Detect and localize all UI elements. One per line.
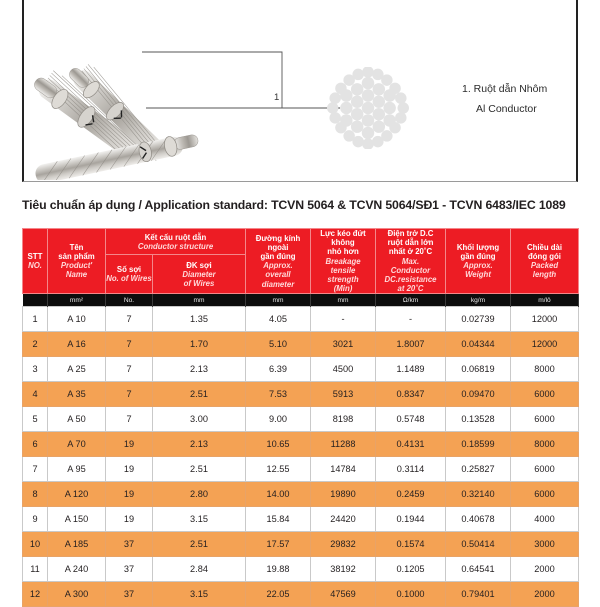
cell-product-name: A 35 xyxy=(48,382,106,407)
col-header-conductor-structure xyxy=(106,229,246,255)
col-header-overall-diameter-en3: diameter xyxy=(261,279,295,289)
col-header-product-name-vn2: sản phẩm xyxy=(58,251,95,261)
cell-packed-length: 6000 xyxy=(511,407,579,432)
col-header-dc-resistance-en1: Max. xyxy=(401,256,420,266)
col-header-diameter-of-wires xyxy=(153,255,246,294)
unit-wire-diameter: mm xyxy=(153,294,246,307)
cell-packed-length: 8000 xyxy=(511,432,579,457)
cell-product-name: A 150 xyxy=(48,507,106,532)
cell-tensile-strength: 14784 xyxy=(311,457,376,482)
table-row xyxy=(23,407,579,432)
col-header-dc-resistance-en2: Conductor xyxy=(390,265,431,275)
legend-item-vn: 1. Ruột dẫn Nhôm xyxy=(462,83,548,95)
unit-weight: kg/m xyxy=(446,294,511,307)
table-row xyxy=(23,482,579,507)
cell-packed-length: 12000 xyxy=(511,332,579,357)
cell-weight: 0.04344 xyxy=(446,332,511,357)
cell-packed-length: 12000 xyxy=(511,307,579,332)
cell-product-name: A 300 xyxy=(48,582,106,607)
col-header-dc-resistance xyxy=(376,229,446,294)
table-row xyxy=(23,507,579,532)
cell-wire-diameter: 2.51 xyxy=(153,382,246,407)
cell-dc-resistance: - xyxy=(376,307,446,332)
cell-dc-resistance: 0.1574 xyxy=(376,532,446,557)
col-header-tensile-strength xyxy=(311,229,376,294)
legend-item-en: Al Conductor xyxy=(476,102,537,115)
cell-no: 7 xyxy=(23,457,48,482)
cell-packed-length: 6000 xyxy=(511,457,579,482)
cell-no: 9 xyxy=(23,507,48,532)
cell-no: 11 xyxy=(23,557,48,582)
cell-weight: 0.09470 xyxy=(446,382,511,407)
col-header-weight-en1: Approx. xyxy=(463,261,493,271)
cell-product-name: A 95 xyxy=(48,457,106,482)
cell-tensile-strength: 8198 xyxy=(311,407,376,432)
cell-product-name: A 16 xyxy=(48,332,106,357)
cell-weight: 0.13528 xyxy=(446,407,511,432)
cell-dc-resistance: 1.1489 xyxy=(376,357,446,382)
cell-no-of-wires: 37 xyxy=(106,557,153,582)
table-row xyxy=(23,332,579,357)
table-header xyxy=(23,229,579,307)
unit-no-of-wires: No. xyxy=(106,294,153,307)
col-header-weight-en2: Weight xyxy=(465,270,491,280)
col-header-packed-length xyxy=(511,229,579,294)
cell-tensile-strength: 11288 xyxy=(311,432,376,457)
col-header-no-of-wires-en: No. of Wires xyxy=(106,274,152,284)
cell-wire-diameter: 1.35 xyxy=(153,307,246,332)
unit-tensile: mm xyxy=(311,294,376,307)
cell-wire-diameter: 2.13 xyxy=(153,357,246,382)
cell-packed-length: 2000 xyxy=(511,582,579,607)
cell-overall-diameter: 10.65 xyxy=(246,432,311,457)
col-header-overall-diameter-vn2: ngoài xyxy=(267,242,289,252)
cell-no: 5 xyxy=(23,407,48,432)
cell-no: 1 xyxy=(23,307,48,332)
cell-no-of-wires: 7 xyxy=(106,357,153,382)
col-header-dc-resistance-vn3: nhất ở 20˚C xyxy=(388,247,433,257)
cell-no-of-wires: 7 xyxy=(106,307,153,332)
col-header-product-name-vn1: Tên xyxy=(69,242,84,252)
cell-dc-resistance: 0.2459 xyxy=(376,482,446,507)
table-row xyxy=(23,432,579,457)
cell-overall-diameter: 12.55 xyxy=(246,457,311,482)
col-header-diameter-of-wires-en1: Diameter xyxy=(182,269,216,279)
table-row xyxy=(23,582,579,607)
cell-dc-resistance: 0.5748 xyxy=(376,407,446,432)
product-figure-panel xyxy=(22,0,578,182)
cell-no-of-wires: 19 xyxy=(106,507,153,532)
cell-weight: 0.79401 xyxy=(446,582,511,607)
cell-weight: 0.40678 xyxy=(446,507,511,532)
cell-wire-diameter: 2.80 xyxy=(153,482,246,507)
col-header-tensile-strength-en3: strength xyxy=(327,274,359,284)
col-header-packed-length-en1: Packed xyxy=(530,261,559,271)
cell-product-name: A 50 xyxy=(48,407,106,432)
col-header-diameter-of-wires-en2: of Wires xyxy=(183,278,215,288)
cell-overall-diameter: 14.00 xyxy=(246,482,311,507)
cell-packed-length: 2000 xyxy=(511,557,579,582)
col-header-overall-diameter xyxy=(246,229,311,294)
cell-packed-length: 8000 xyxy=(511,357,579,382)
cell-product-name: A 185 xyxy=(48,532,106,557)
cell-no: 10 xyxy=(23,532,48,557)
col-header-weight-vn1: Khối lượng xyxy=(456,242,500,252)
cell-tensile-strength: 24420 xyxy=(311,507,376,532)
cell-weight: 0.50414 xyxy=(446,532,511,557)
col-header-packed-length-en2: length xyxy=(532,270,557,280)
cell-packed-length: 4000 xyxy=(511,507,579,532)
col-header-conductor-structure-en: Conductor structure xyxy=(137,241,214,251)
cell-weight: 0.64541 xyxy=(446,557,511,582)
cell-overall-diameter: 7.53 xyxy=(246,382,311,407)
cell-no-of-wires: 19 xyxy=(106,432,153,457)
col-header-weight-vn2: gần đúng xyxy=(460,251,496,261)
cell-weight: 0.06819 xyxy=(446,357,511,382)
col-header-product-name-en1: Product' xyxy=(60,261,93,271)
cell-tensile-strength: 47569 xyxy=(311,582,376,607)
table-row xyxy=(23,382,579,407)
cell-overall-diameter: 9.00 xyxy=(246,407,311,432)
unit-packed-length: m/lô xyxy=(511,294,579,307)
col-header-overall-diameter-en1: Approx. xyxy=(263,261,293,271)
cell-dc-resistance: 0.8347 xyxy=(376,382,446,407)
cell-no-of-wires: 19 xyxy=(106,457,153,482)
cell-weight: 0.18599 xyxy=(446,432,511,457)
col-header-dc-resistance-en4: at 20˚C xyxy=(397,284,424,294)
callout-number: 1 xyxy=(274,92,280,103)
col-header-stt-en: NO. xyxy=(28,261,42,271)
cell-tensile-strength: 5913 xyxy=(311,382,376,407)
cell-product-name: A 120 xyxy=(48,482,106,507)
specification-table xyxy=(22,228,579,607)
table-row xyxy=(23,557,579,582)
col-header-tensile-strength-vn3: nhỏ hơn xyxy=(327,247,359,257)
specification-table-container xyxy=(22,228,578,607)
cell-product-name: A 10 xyxy=(48,307,106,332)
unit-stt xyxy=(23,294,48,307)
cell-no-of-wires: 37 xyxy=(106,582,153,607)
cell-no: 6 xyxy=(23,432,48,457)
cell-wire-diameter: 2.51 xyxy=(153,532,246,557)
cell-wire-diameter: 2.84 xyxy=(153,557,246,582)
cell-wire-diameter: 3.00 xyxy=(153,407,246,432)
cell-product-name: A 25 xyxy=(48,357,106,382)
conductor-cross-section-icon xyxy=(327,67,409,149)
col-header-dc-resistance-en3: DC.resistance xyxy=(384,274,437,284)
col-header-tensile-strength-vn1: Lực kéo đứt xyxy=(320,229,366,238)
cell-wire-diameter: 2.13 xyxy=(153,432,246,457)
cell-tensile-strength: 29832 xyxy=(311,532,376,557)
cell-packed-length: 3000 xyxy=(511,532,579,557)
table-row xyxy=(23,357,579,382)
col-header-stt-vn: STT xyxy=(27,251,43,261)
cell-wire-diameter: 3.15 xyxy=(153,507,246,532)
col-header-overall-diameter-vn3: gần đúng xyxy=(260,251,296,261)
cell-no-of-wires: 19 xyxy=(106,482,153,507)
cell-packed-length: 6000 xyxy=(511,382,579,407)
col-header-packed-length-vn2: đóng gói xyxy=(528,251,561,261)
cell-overall-diameter: 5.10 xyxy=(246,332,311,357)
cell-overall-diameter: 15.84 xyxy=(246,507,311,532)
table-row xyxy=(23,532,579,557)
cell-dc-resistance: 0.1000 xyxy=(376,582,446,607)
cell-weight: 0.02739 xyxy=(446,307,511,332)
col-header-no-of-wires-vn: Số sợi xyxy=(116,265,142,275)
cell-packed-length: 6000 xyxy=(511,482,579,507)
col-header-overall-diameter-en2: overall xyxy=(265,270,291,280)
application-standard-text: Tiêu chuẩn áp dụng / Application standard: TCVN 5064 & TCVN 5064/SĐ1 - TCVN 6483/IEC 1089 xyxy=(22,198,566,212)
cell-tensile-strength: - xyxy=(311,307,376,332)
cell-no: 12 xyxy=(23,582,48,607)
col-header-diameter-of-wires-vn: ĐK sợi xyxy=(186,260,212,270)
col-header-overall-diameter-vn1: Đường kính xyxy=(255,233,301,243)
cell-no: 8 xyxy=(23,482,48,507)
cell-no-of-wires: 7 xyxy=(106,332,153,357)
cell-no-of-wires: 7 xyxy=(106,407,153,432)
cell-product-name: A 70 xyxy=(48,432,106,457)
cell-overall-diameter: 22.05 xyxy=(246,582,311,607)
cell-tensile-strength: 3021 xyxy=(311,332,376,357)
cell-tensile-strength: 19890 xyxy=(311,482,376,507)
col-header-tensile-strength-en2: tensile xyxy=(330,265,356,275)
figure-legend xyxy=(462,80,547,120)
col-header-no-of-wires xyxy=(106,255,153,294)
col-header-weight xyxy=(446,229,511,294)
cell-weight: 0.32140 xyxy=(446,482,511,507)
cell-dc-resistance: 0.3114 xyxy=(376,457,446,482)
cell-overall-diameter: 19.88 xyxy=(246,557,311,582)
cell-weight: 0.25827 xyxy=(446,457,511,482)
col-header-product-name xyxy=(48,229,106,294)
cell-no: 2 xyxy=(23,332,48,357)
cell-overall-diameter: 4.05 xyxy=(246,307,311,332)
cell-product-name: A 240 xyxy=(48,557,106,582)
cell-tensile-strength: 38192 xyxy=(311,557,376,582)
col-header-tensile-strength-vn2: không xyxy=(331,238,355,248)
cell-wire-diameter: 3.15 xyxy=(153,582,246,607)
unit-product-name: mm² xyxy=(48,294,106,307)
col-header-dc-resistance-vn2: ruột dẫn lớn xyxy=(387,238,434,248)
cell-dc-resistance: 0.4131 xyxy=(376,432,446,457)
unit-overall-diameter: mm xyxy=(246,294,311,307)
unit-resistance: Ω/km xyxy=(376,294,446,307)
cell-tensile-strength: 4500 xyxy=(311,357,376,382)
col-header-product-name-en2: Name xyxy=(65,270,88,280)
col-header-packed-length-vn1: Chiều dài xyxy=(526,242,563,252)
cell-overall-diameter: 6.39 xyxy=(246,357,311,382)
cell-no: 4 xyxy=(23,382,48,407)
col-header-tensile-strength-en4: (Min) xyxy=(333,284,353,294)
col-header-conductor-structure-vn: Kết cấu ruột dẫn xyxy=(144,232,207,242)
table-row xyxy=(23,307,579,332)
col-header-dc-resistance-vn1: Điện trở D.C xyxy=(387,229,434,238)
cell-no: 3 xyxy=(23,357,48,382)
table-body xyxy=(23,307,579,607)
cell-wire-diameter: 2.51 xyxy=(153,457,246,482)
col-header-tensile-strength-en1: Breakage xyxy=(325,256,361,266)
col-header-stt xyxy=(23,229,48,294)
cell-no-of-wires: 7 xyxy=(106,382,153,407)
cell-no-of-wires: 37 xyxy=(106,532,153,557)
cell-dc-resistance: 1.8007 xyxy=(376,332,446,357)
table-units-row xyxy=(23,294,579,307)
table-row xyxy=(23,457,579,482)
cell-overall-diameter: 17.57 xyxy=(246,532,311,557)
cell-wire-diameter: 1.70 xyxy=(153,332,246,357)
cell-dc-resistance: 0.1205 xyxy=(376,557,446,582)
cell-dc-resistance: 0.1944 xyxy=(376,507,446,532)
